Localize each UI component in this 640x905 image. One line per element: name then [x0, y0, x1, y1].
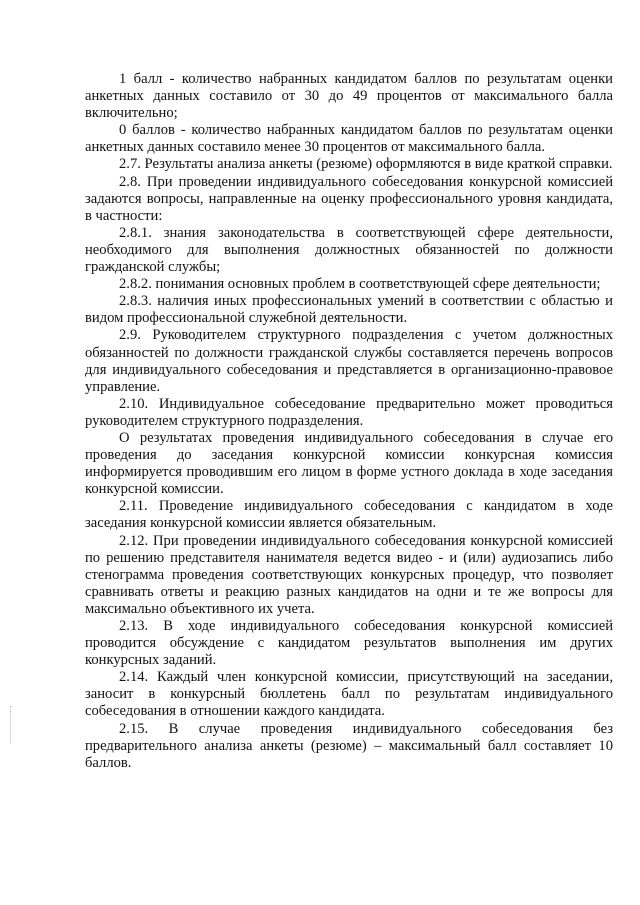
clause-2-8-3: 2.8.3. наличия иных профессиональных умений в соответствии с областью и видом профессиональной служебной деятельности.: [85, 293, 613, 327]
clause-2-9: 2.9. Руководителем структурного подразделения с учетом должностных обязанностей по должности гражданской службы составляется перечень вопросов для индивидуального собеседования и представляется в организационно-правовое управление.: [85, 327, 613, 395]
clause-2-11: 2.11. Проведение индивидуального собеседования с кандидатом в ходе заседания конкурсной комиссии является обязательным.: [85, 498, 613, 532]
paragraph-1-point-score: 1 балл - количество набранных кандидатом баллов по результатам оценки анкетных данных составило от 30 до 49 процентов от максимального балла включительно;: [85, 71, 613, 122]
clause-2-14: 2.14. Каждый член конкурсной комиссии, присутствующий на заседании, заносит в конкурсный бюллетень балл по результатам индивидуального собеседования в отношении каждого кандидата.: [85, 669, 613, 720]
margin-mark: [10, 706, 12, 744]
paragraph-0-point-score: 0 баллов - количество набранных кандидатом баллов по результатам оценки анкетных данных составило менее 30 процентов от максимального балла.: [85, 122, 613, 156]
clause-2-10-note: О результатах проведения индивидуального собеседования в случае его проведения до заседания конкурсной комиссии конкурсная комиссия информируется проводившим его лицом в форме устного доклада в ходе заседания конкурсной комиссии.: [85, 429, 613, 498]
clause-2-15: 2.15. В случае проведения индивидуального собеседования без предварительного анализа анкеты (резюме) – максимальный балл составляет 10 баллов.: [85, 720, 613, 771]
clause-2-12: 2.12. При проведении индивидуального собеседования конкурсной комиссией по решению представителя нанимателя ведется видео - и (или) аудиозапись либо стенограмма проведения соответствующих конкурсных процедур, что позволяет сравнивать ответы и реакцию разных кандидатов на одни и те же вопросы для максимально объективного их учета.: [85, 532, 613, 617]
clause-2-8: 2.8. При проведении индивидуального собеседования конкурсной комиссией задаются вопросы, направленные на оценку профессионального уровня кандидата, в частности:: [85, 173, 613, 224]
clause-2-8-1: 2.8.1. знания законодательства в соответствующей сфере деятельности, необходимого для выполнения должностных обязанностей по должности гражданской службы;: [85, 224, 613, 276]
clause-2-8-2: 2.8.2. понимания основных проблем в соответствующей сфере деятельности;: [119, 276, 601, 293]
clause-2-10: 2.10. Индивидуальное собеседование предварительно может проводиться руководителем структурного подразделения.: [85, 395, 613, 429]
clause-2-13: 2.13. В ходе индивидуального собеседования конкурсной комиссией проводится обсуждение с кандидатом результатов выполнения им других конкурсных заданий.: [85, 618, 613, 669]
document-page: [85, 71, 613, 772]
clause-2-7: 2.7. Результаты анализа анкеты (резюме) оформляются в виде краткой справки.: [119, 156, 613, 173]
